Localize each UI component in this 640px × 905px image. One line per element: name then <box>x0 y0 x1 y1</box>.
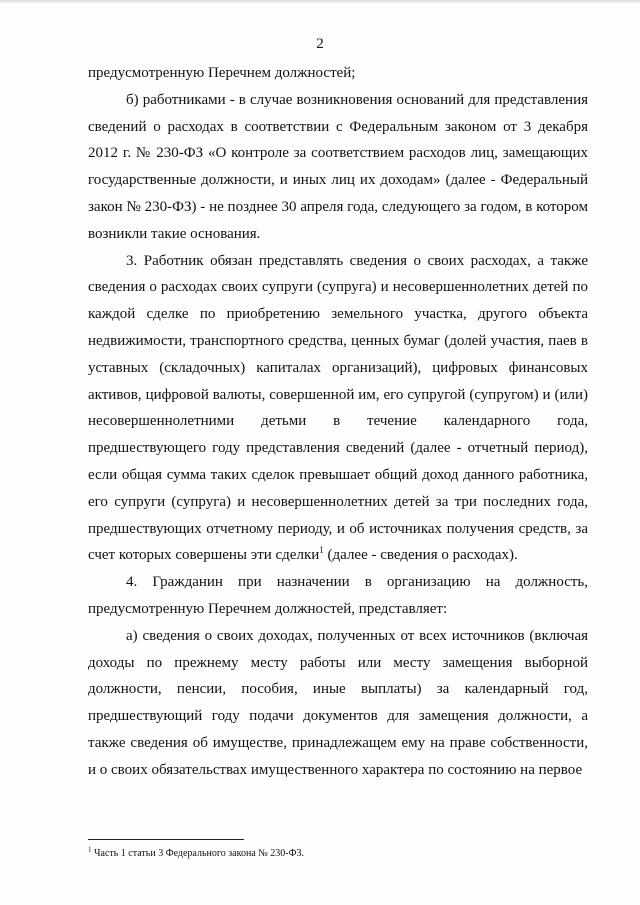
paragraph-4: 4. Гражданин при назначении в организацию на должность, предусмотренную Перечнем должностей, представляет: <box>88 574 588 617</box>
paragraph-item-a: а) сведения о своих доходах, полученных от всех источников (включая доходы по прежнему месту работы или месту замещения выборной должности, пенсии, пособия, иные выплаты) за календарный год, предшествующий году подачи документов для замещения должности, а также сведения об имуществе, принадлежащем ему на праве собственности, и о своих обязательствах имущественного характера по состоянию на первое <box>88 627 588 778</box>
document-body <box>88 60 588 784</box>
paragraph-3-text-end: (далее - сведения о расходах). <box>323 547 518 564</box>
footnote-text: Часть 1 статьи 3 Федерального закона № 230-ФЗ. <box>94 848 305 859</box>
footnote <box>88 847 588 860</box>
page-number: 2 <box>316 36 324 52</box>
footnote-reference[interactable]: 1 <box>319 545 324 556</box>
paragraph-item-b: б) работниками - в случае возникновения оснований для представления сведений о расходах в соответствии с Федеральным законом от 3 декабря 2012 г. № 230-ФЗ «О контроле за соответствием расходов лиц, замещающих государственные должности, и иных лиц их доходам» (далее - Федеральный закон № 230-ФЗ) - не позднее 30 апреля года, следующего за годом, в котором возникли такие основания. <box>88 91 588 242</box>
paragraph-3 <box>88 248 588 570</box>
scan-edge <box>0 0 640 4</box>
footnote-separator <box>88 839 244 840</box>
paragraph-continuation: предусмотренную Перечнем должностей; <box>88 65 356 81</box>
footnote-mark: 1 <box>88 845 92 854</box>
paragraph-3-text: 3. Работник обязан представлять сведения о своих расходах, а также сведения о расходах своих супруги (супруга) и несовершеннолетних детей по каждой сделке по приобретению земельного участка, другого объекта недвижимости, транспортного средства, ценных бумаг (долей участия, паев в уставных (складочных) капиталах организаций), цифровых финансовых активов, цифровой валюты, совершенной им, его супругой (супругом) и (или) несовершеннолетними детьми в течение календарного года, предшествующего году представления сведений (далее - отчетный период), если общая сумма таких сделок превышает общий доход данного работника, его супруги (супруга) и несовершеннолетних детей за три последних года, предшествующих отчетному периоду, и об источниках получения средств, за счет которых совершены эти сделки <box>88 252 588 564</box>
